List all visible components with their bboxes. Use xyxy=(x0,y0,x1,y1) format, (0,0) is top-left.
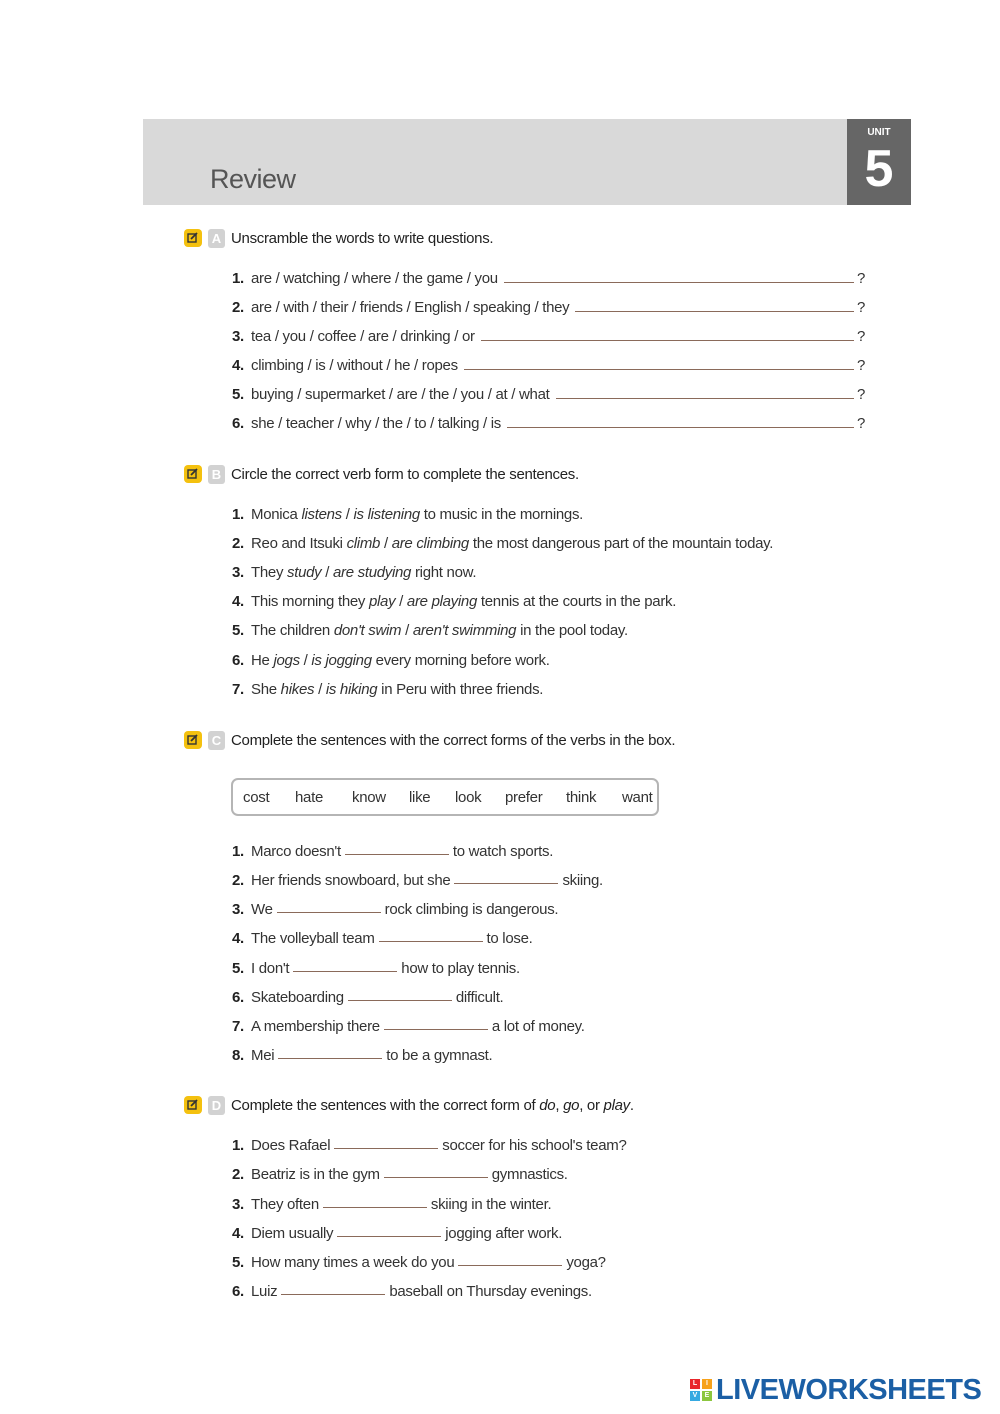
question-mark: ? xyxy=(856,415,865,432)
option-separator: / xyxy=(395,593,407,610)
instruction-period: . xyxy=(629,1096,634,1114)
item-number: 3. xyxy=(232,1196,244,1213)
sentence-end: right now. xyxy=(411,564,477,581)
sentence-item xyxy=(232,564,476,581)
sentence-end: difficult. xyxy=(455,989,504,1006)
verb-option-1[interactable]: hikes xyxy=(280,681,315,698)
answer-blank[interactable] xyxy=(384,1028,488,1030)
section-letter: C xyxy=(208,731,225,750)
item-number: 1. xyxy=(232,506,244,523)
section-instruction: Circle the correct verb form to complete the sentences. xyxy=(231,465,579,483)
fill-in-item xyxy=(232,1137,627,1154)
sentence-start: We xyxy=(251,901,273,918)
sentence-end: how to play tennis. xyxy=(401,960,520,977)
sentence-start: A membership there xyxy=(251,1018,380,1035)
fill-in-item xyxy=(232,960,520,977)
unit-badge xyxy=(847,119,911,205)
item-number: 7. xyxy=(232,681,244,698)
item-text: she / teacher / why / the / to / talking / is xyxy=(251,415,501,432)
question-item xyxy=(232,270,865,287)
verb-option-1[interactable]: don't swim xyxy=(333,622,402,639)
question-mark: ? xyxy=(856,299,865,316)
verb-option-2[interactable]: are climbing xyxy=(391,535,469,552)
item-number: 2. xyxy=(232,872,244,889)
section-instruction xyxy=(231,1097,634,1114)
answer-line[interactable] xyxy=(464,368,854,370)
instruction-separator: , or xyxy=(579,1096,604,1114)
verb-option-2[interactable]: is listening xyxy=(353,506,420,523)
fill-in-item xyxy=(232,1018,585,1035)
sentence-item xyxy=(232,622,628,639)
logo-letter: I xyxy=(702,1379,712,1389)
logo-letter: E xyxy=(702,1391,712,1401)
option-separator: / xyxy=(314,681,326,698)
fill-in-item xyxy=(232,1254,606,1271)
sentence-start: They xyxy=(251,564,288,581)
sentence-end: to lose. xyxy=(486,930,533,947)
sentence-end: in the pool today. xyxy=(516,622,628,639)
item-number: 2. xyxy=(232,1166,244,1183)
sentence-end: gymnastics. xyxy=(491,1166,568,1183)
page-title: Review xyxy=(210,164,296,194)
instruction-separator: , xyxy=(555,1096,564,1114)
answer-line[interactable] xyxy=(575,310,854,312)
item-text: tea / you / coffee / are / drinking / or xyxy=(251,328,475,345)
sentence-start: Diem usually xyxy=(251,1225,334,1242)
section-c-header xyxy=(184,729,675,751)
logo-letter: V xyxy=(690,1391,700,1401)
option-separator: / xyxy=(341,506,354,523)
item-number: 3. xyxy=(232,901,244,918)
sentence-end: rock climbing is dangerous. xyxy=(384,901,559,918)
logo-mark-icon xyxy=(690,1379,712,1401)
unit-number: 5 xyxy=(864,140,894,198)
sentence-start: I don't xyxy=(251,960,290,977)
section-instruction: Unscramble the words to write questions. xyxy=(231,229,494,247)
item-number: 1. xyxy=(232,270,244,287)
fill-in-item xyxy=(232,843,553,860)
sentence-end: jogging after work. xyxy=(445,1225,563,1242)
item-number: 2. xyxy=(232,299,244,316)
sentence-start: Reo and Itsuki xyxy=(251,535,347,552)
sentence-end: skiing. xyxy=(562,872,603,889)
answer-blank[interactable] xyxy=(345,853,449,855)
word-box-item: want xyxy=(622,788,653,806)
fill-in-item xyxy=(232,1196,551,1213)
item-number: 3. xyxy=(232,564,244,581)
verb-word-box xyxy=(231,778,659,816)
item-text: are / watching / where / the game / you xyxy=(251,270,498,287)
answer-blank[interactable] xyxy=(281,1293,385,1295)
question-mark: ? xyxy=(856,357,865,374)
section-b-header xyxy=(184,463,579,485)
sentence-end: the most dangerous part of the mountain today. xyxy=(468,535,774,552)
sentence-start: She xyxy=(251,681,281,698)
sentence-end: baseball on Thursday evenings. xyxy=(389,1283,592,1300)
item-number: 5. xyxy=(232,622,244,639)
sentence-start: Skateboarding xyxy=(251,989,344,1006)
sentence-start: Mei xyxy=(251,1047,275,1064)
sentence-end: to be a gymnast. xyxy=(386,1047,493,1064)
answer-blank[interactable] xyxy=(348,999,452,1001)
option-separator: / xyxy=(321,564,333,581)
section-letter: A xyxy=(208,229,225,248)
item-number: 4. xyxy=(232,593,244,610)
item-text: buying / supermarket / are / the / you / at / what xyxy=(251,386,550,403)
verb-option-1[interactable]: jogs xyxy=(273,652,300,669)
fill-in-item xyxy=(232,1283,592,1300)
item-number: 6. xyxy=(232,989,244,1006)
item-number: 4. xyxy=(232,930,244,947)
fill-in-item xyxy=(232,1225,562,1242)
liveworksheets-logo[interactable] xyxy=(690,1374,981,1406)
option-separator: / xyxy=(380,535,392,552)
item-number: 6. xyxy=(232,652,244,669)
sentence-end: to music in the mornings. xyxy=(419,506,584,523)
fill-in-item xyxy=(232,901,558,918)
option-separator: / xyxy=(299,652,312,669)
instruction-verb: do xyxy=(539,1096,556,1114)
sentence-start: Beatriz is in the gym xyxy=(251,1166,380,1183)
sentence-start: They often xyxy=(251,1196,319,1213)
question-item xyxy=(232,299,865,316)
item-number: 3. xyxy=(232,328,244,345)
item-text: climbing / is / without / he / ropes xyxy=(251,357,458,374)
word-box-item: look xyxy=(455,788,482,806)
sentence-start: This morning they xyxy=(251,593,369,610)
question-item xyxy=(232,357,865,374)
verb-option-1[interactable]: listens xyxy=(301,506,342,523)
sentence-start: Does Rafael xyxy=(251,1137,331,1154)
verb-option-2[interactable]: aren't swimming xyxy=(412,622,517,639)
sentence-end: a lot of money. xyxy=(491,1018,585,1035)
sentence-end: in Peru with three friends. xyxy=(377,681,544,698)
verb-option-2[interactable]: are studying xyxy=(332,564,412,581)
sentence-start: Marco doesn't xyxy=(251,843,341,860)
sentence-item xyxy=(232,681,543,698)
answer-line[interactable] xyxy=(507,426,854,428)
verb-option-1[interactable]: play xyxy=(368,593,396,610)
sentence-end: to watch sports. xyxy=(452,843,554,860)
sentence-end: every morning before work. xyxy=(371,652,550,669)
word-box-item: prefer xyxy=(505,788,543,806)
sentence-item xyxy=(232,652,550,669)
question-mark: ? xyxy=(856,270,865,287)
word-box-item: cost xyxy=(243,788,270,806)
sentence-start: The volleyball team xyxy=(251,930,375,947)
answer-blank[interactable] xyxy=(278,1057,382,1059)
item-number: 5. xyxy=(232,960,244,977)
word-box-item: hate xyxy=(295,788,323,806)
item-number: 6. xyxy=(232,415,244,432)
section-letter: B xyxy=(208,465,225,484)
instruction-text: Complete the sentences with the correct form of xyxy=(231,1096,540,1114)
answer-blank[interactable] xyxy=(454,882,558,884)
verb-option-2[interactable]: is jogging xyxy=(311,652,372,669)
verb-option-1[interactable]: climb xyxy=(346,535,381,552)
item-number: 4. xyxy=(232,357,244,374)
item-number: 1. xyxy=(232,1137,244,1154)
logo-letter: L xyxy=(690,1379,700,1389)
answer-line[interactable] xyxy=(504,281,854,283)
answer-line[interactable] xyxy=(556,397,854,399)
answer-blank[interactable] xyxy=(337,1235,441,1237)
section-d-header xyxy=(184,1094,634,1116)
item-number: 7. xyxy=(232,1018,244,1035)
unit-label: UNIT xyxy=(867,127,891,138)
answer-blank[interactable] xyxy=(323,1206,427,1208)
sentence-start: The children xyxy=(251,622,334,639)
sentence-item xyxy=(232,506,583,523)
logo-text: LIVEWORKSHEETS xyxy=(716,1373,982,1406)
sentence-end: tennis at the courts in the park. xyxy=(477,593,677,610)
item-number: 4. xyxy=(232,1225,244,1242)
edit-icon xyxy=(184,1096,202,1114)
sentence-start: Her friends snowboard, but she xyxy=(251,872,451,889)
fill-in-item xyxy=(232,989,503,1006)
answer-blank[interactable] xyxy=(334,1147,438,1149)
item-number: 1. xyxy=(232,843,244,860)
edit-icon xyxy=(184,731,202,749)
word-box-item: know xyxy=(352,788,386,806)
verb-option-2[interactable]: is hiking xyxy=(325,681,378,698)
sentence-end: yoga? xyxy=(566,1254,606,1271)
sentence-start: Luiz xyxy=(251,1283,278,1300)
instruction-verb: go xyxy=(563,1096,580,1114)
question-mark: ? xyxy=(856,328,865,345)
answer-line[interactable] xyxy=(481,339,854,341)
sentence-end: skiing in the winter. xyxy=(430,1196,552,1213)
item-number: 2. xyxy=(232,535,244,552)
question-mark: ? xyxy=(856,386,865,403)
item-number: 5. xyxy=(232,386,244,403)
sentence-end: soccer for his school's team? xyxy=(442,1137,627,1154)
answer-blank[interactable] xyxy=(277,911,381,913)
verb-option-1[interactable]: study xyxy=(287,564,322,581)
option-separator: / xyxy=(401,622,413,639)
answer-blank[interactable] xyxy=(458,1264,562,1266)
section-instruction: Complete the sentences with the correct forms of the verbs in the box. xyxy=(231,731,676,749)
answer-blank[interactable] xyxy=(384,1176,488,1178)
sentence-start: Monica xyxy=(251,506,302,523)
question-item xyxy=(232,415,865,432)
verb-option-2[interactable]: are playing xyxy=(406,593,478,610)
item-number: 5. xyxy=(232,1254,244,1271)
sentence-start: He xyxy=(251,652,274,669)
instruction-verb: play xyxy=(603,1096,630,1114)
fill-in-item xyxy=(232,1166,568,1183)
sentence-item xyxy=(232,535,773,552)
section-a-header xyxy=(184,227,493,249)
word-box-item: think xyxy=(566,788,597,806)
word-box-item: like xyxy=(409,788,431,806)
question-item xyxy=(232,328,865,345)
question-item xyxy=(232,386,865,403)
edit-icon xyxy=(184,229,202,247)
item-number: 6. xyxy=(232,1283,244,1300)
item-text: are / with / their / friends / English / speaking / they xyxy=(251,299,570,316)
section-letter: D xyxy=(208,1096,225,1115)
answer-blank[interactable] xyxy=(293,970,397,972)
sentence-start: How many times a week do you xyxy=(251,1254,455,1271)
sentence-item xyxy=(232,593,676,610)
fill-in-item xyxy=(232,1047,492,1064)
answer-blank[interactable] xyxy=(379,940,483,942)
fill-in-item xyxy=(232,872,603,889)
fill-in-item xyxy=(232,930,533,947)
item-number: 8. xyxy=(232,1047,244,1064)
edit-icon xyxy=(184,465,202,483)
